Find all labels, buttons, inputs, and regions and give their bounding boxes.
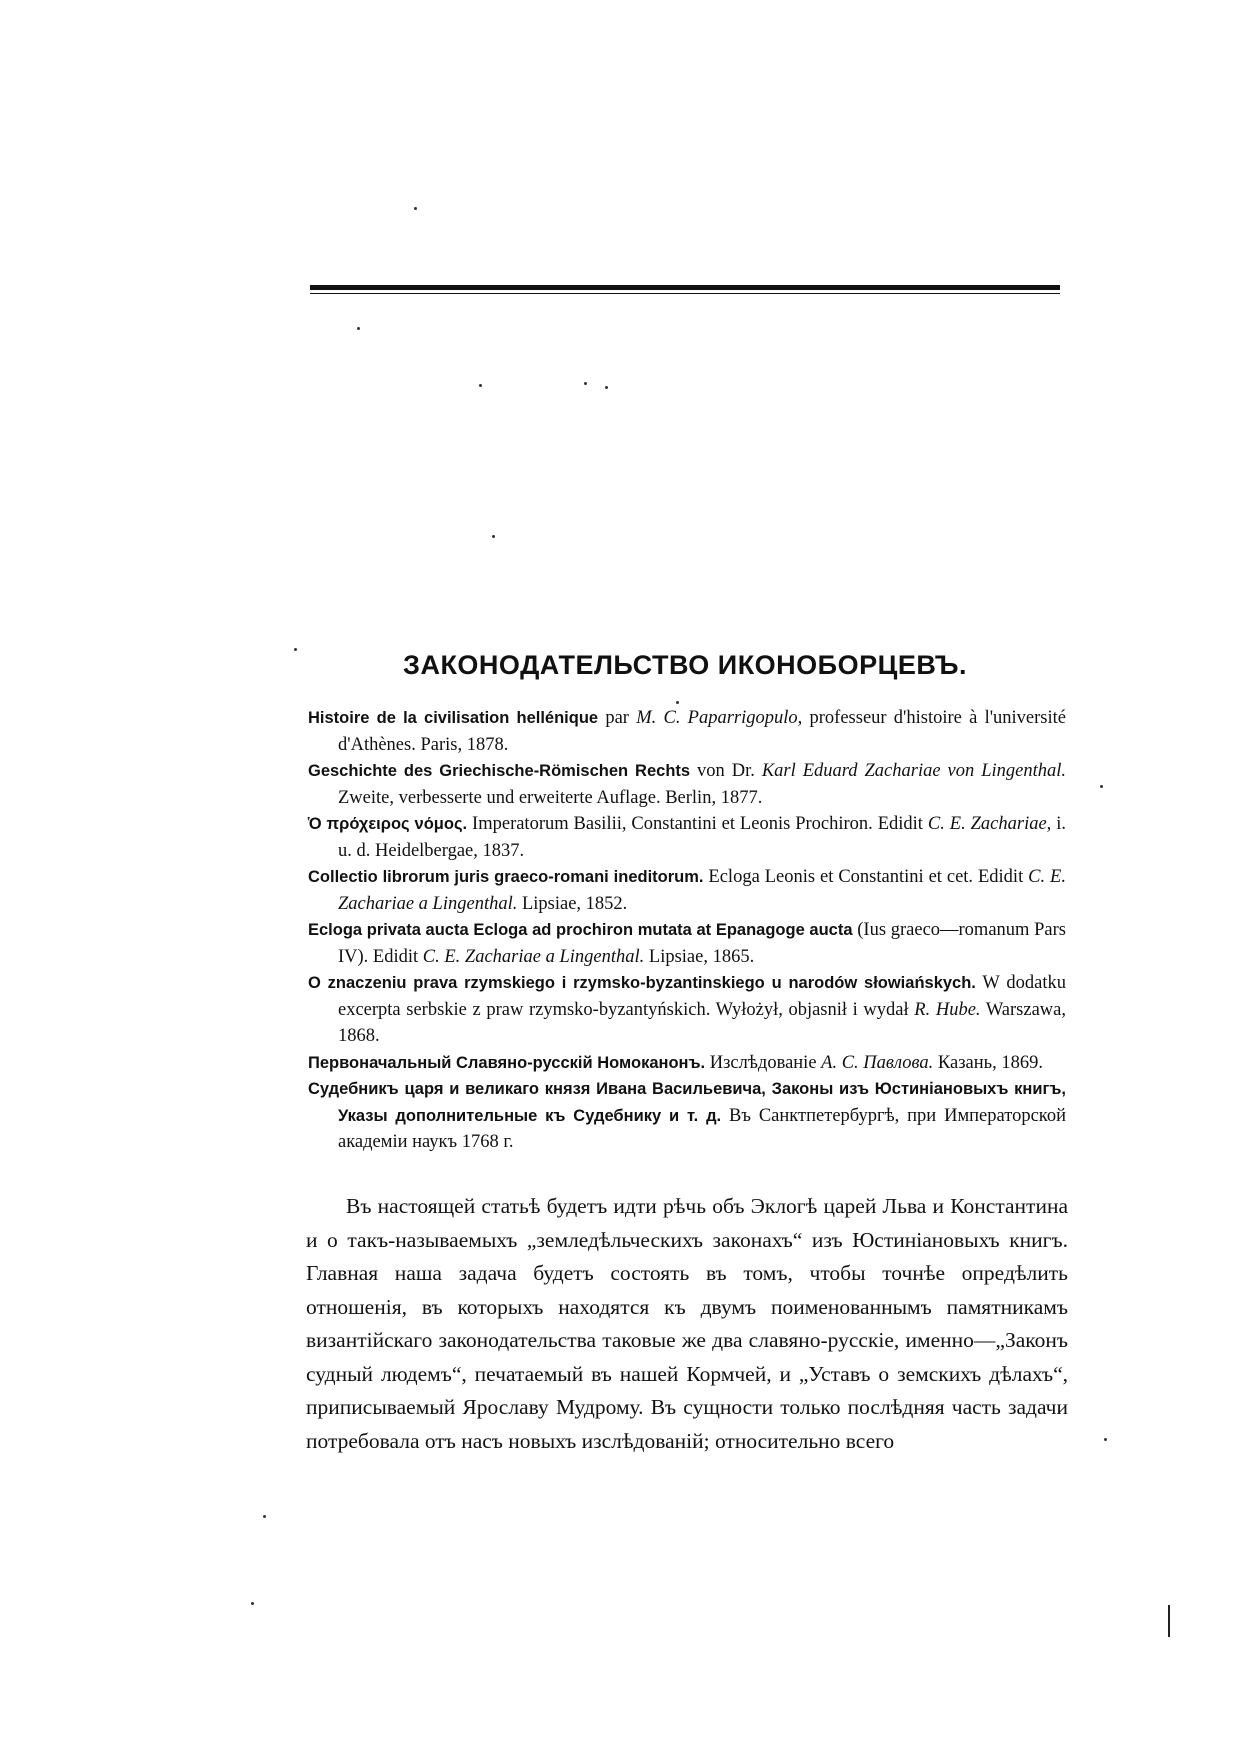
bibliography-entry: Первоначальный Славяно-русскій Номоканонъ. Изслѣдованіе А. С. Павлова. Казань, 1869. <box>308 1052 1043 1073</box>
scan-speck <box>263 1515 266 1518</box>
scan-speck <box>584 382 587 385</box>
bibliography-entry: Ecloga privata aucta Ecloga ad prochiron mutata at Epanagoge aucta (Ius graeco—romanum Pars IV). Edidit C. E. Zachariae a Lingenthal. Lipsiae, 1865. <box>308 920 1067 967</box>
body-paragraph: Въ настоящей статьѣ будетъ идти рѣчь объ Эклогѣ царей Льва и Константина и о такъ-называемыхъ „земледѣльческихъ законахъ“ изъ Юстиніановыхъ книгъ. Главная наша задача будетъ состоять въ томъ, чтобы точнѣе опредѣлить отношенія, въ которыхъ находятся къ двумъ поименованнымъ памятникамъ византійскаго законодательства таковые же два славяно-русскіе, именно—„Законъ судный людемъ“, печатаемый въ нашей Кормчей, и „Уставъ о земскихъ дѣлахъ“, приписываемый Ярославу Мудрому. Въ сущности только послѣдняя часть задачи потребовала отъ насъ новыхъ изслѣдованій; относительно всего <box>306 1194 1068 1453</box>
header-rule-thin <box>310 293 1060 294</box>
scan-speck <box>492 535 495 538</box>
header-rule-thick <box>310 285 1060 290</box>
bibliography-list <box>308 705 1066 1156</box>
scan-speck <box>1104 1438 1107 1441</box>
bibliography-entry: Collectio librorum juris graeco-romani ineditorum. Ecloga Leonis et Constantini et cet. Edidit C. E. Zachariae a Lingenthal. Lipsiae, 1852. <box>308 867 1066 914</box>
scan-speck <box>605 386 608 389</box>
scan-speck <box>479 384 482 387</box>
bibliography-entry: Судебникъ царя и великаго князя Ивана Васильевича, Законы изъ Юстиніановыхъ книгъ, Указы дополнительные къ Судебнику и т. д. Въ Санктпетербургѣ, при Императорской академіи наукъ 1768 г. <box>308 1080 1066 1152</box>
margin-mark <box>1168 1605 1170 1637</box>
scan-speck <box>1100 785 1103 788</box>
bibliography-entry: Histoire de la civilisation hellénique par M. C. Paparrigopulo, professeur d'histoire à l'université d'Athènes. Paris, 1878. <box>308 708 1066 755</box>
bibliography-entry: Ὁ πρόχειρος νόμος. Imperatorum Basilii, Constantini et Leonis Prochiron. Edidit C. E. Zachariae, i. u. d. Heidelbergae, 1837. <box>308 814 1066 861</box>
scan-speck <box>357 327 360 330</box>
bibliography-entry: Geschichte des Griechische-Römischen Rechts von Dr. Karl Eduard Zachariae von Lingenthal. Zweite, verbesserte und erweiterte Auflage. Berlin, 1877. <box>308 761 1066 808</box>
body-text <box>306 1190 1068 1458</box>
scan-speck <box>676 701 679 704</box>
scan-speck <box>414 207 417 210</box>
article-title: ЗАКОНОДАТЕЛЬСТВО ИКОНОБОРЦЕВЪ. <box>403 650 967 680</box>
bibliography-entry: O znaczeniu prava rzymskiego i rzymsko-byzantinskiego u narodów słowiańskych. W dodatku excerpta serbskie z praw rzymsko-byzantyńskich. Wyłożył, objasnił i wydał R. Hube. Warszawa, 1868. <box>308 973 1066 1046</box>
scan-speck <box>294 648 297 651</box>
scan-speck <box>251 1602 254 1605</box>
